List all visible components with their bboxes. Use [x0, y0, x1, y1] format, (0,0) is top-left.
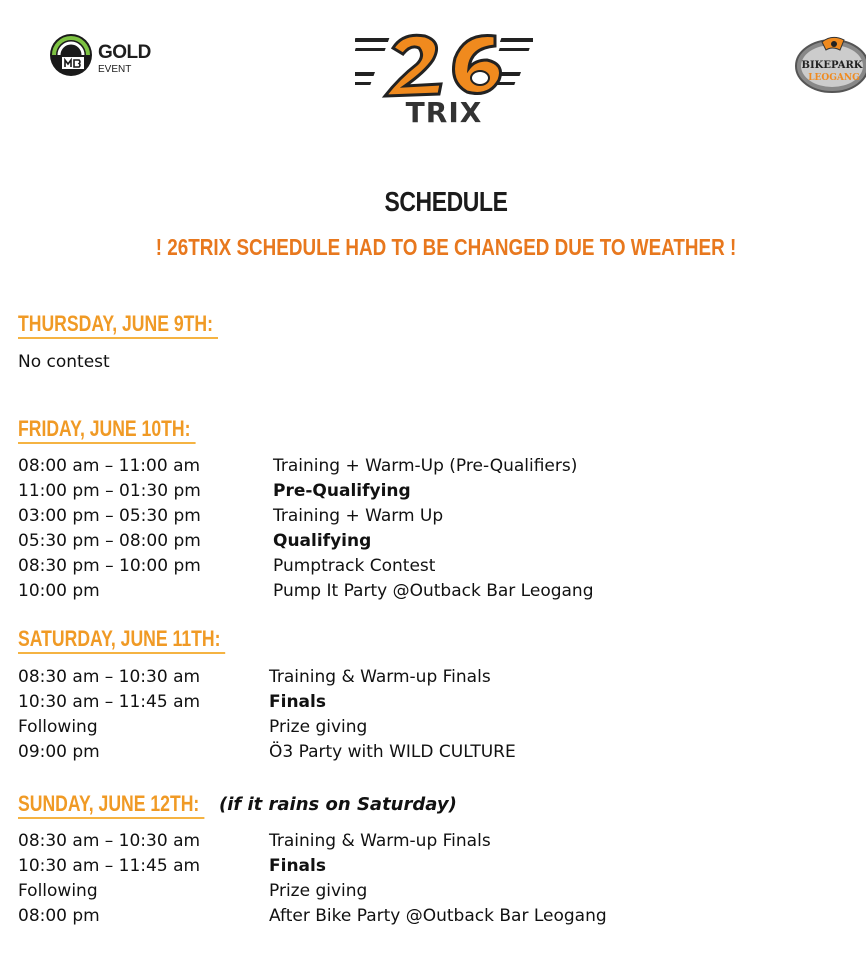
row-time: 03:00 pm – 05:30 pm — [18, 506, 201, 526]
schedule-row — [0, 554, 866, 579]
row-time: 10:30 am – 11:45 am — [18, 692, 201, 712]
schedule-row — [0, 740, 866, 765]
bikepark-emblem-icon — [792, 34, 866, 94]
bikepark-leogang-logo — [792, 34, 866, 94]
row-time: 08:30 am – 10:30 am — [18, 831, 201, 851]
row-time: 10:00 pm — [18, 581, 100, 601]
thursday-text: No contest — [18, 352, 110, 372]
day-heading-thursday: THURSDAY, JUNE 9TH: — [18, 311, 218, 339]
bikepark-logo-lettering: BIKEPARK — [801, 60, 863, 71]
row-time: 05:30 pm – 08:00 pm — [18, 531, 201, 551]
row-event: After Bike Party @Outback Bar Leogang — [269, 906, 607, 926]
schedule-row — [0, 829, 866, 854]
26trix-logo — [355, 28, 533, 130]
row-time: 09:00 pm — [18, 742, 100, 762]
schedule-row — [0, 579, 866, 604]
row-time: 08:30 am – 10:30 am — [18, 667, 201, 687]
schedule-row — [0, 665, 866, 690]
gold-event-logo — [48, 32, 158, 80]
page-title: SCHEDULE — [384, 186, 508, 217]
row-event: Pumptrack Contest — [273, 556, 436, 576]
row-time: 10:30 am – 11:45 am — [18, 856, 201, 876]
row-event: Ö3 Party with WILD CULTURE — [269, 742, 516, 762]
logo-gold-text: GOLD — [98, 42, 151, 63]
row-time: 08:00 pm — [18, 906, 100, 926]
schedule-row — [0, 690, 866, 715]
schedule-row — [0, 479, 866, 504]
schedule-row — [0, 854, 866, 879]
day-heading-sunday: SUNDAY, JUNE 12TH: — [18, 791, 204, 819]
schedule-row — [0, 529, 866, 554]
row-event: Prize giving — [269, 717, 368, 737]
row-event: Training & Warm-up Finals — [269, 831, 491, 851]
sunday-note: (if it rains on Saturday) — [219, 794, 457, 815]
schedule-row — [0, 904, 866, 929]
logo-trix-text: TRIX — [405, 96, 483, 129]
row-event: Training & Warm-up Finals — [269, 667, 491, 687]
row-event: Finals — [269, 856, 326, 876]
row-event: Prize giving — [269, 881, 368, 901]
row-time: Following — [18, 881, 98, 901]
row-time: 08:30 pm – 10:00 pm — [18, 556, 201, 576]
row-time: 08:00 am – 11:00 am — [18, 456, 201, 476]
row-event: Pump It Party @Outback Bar Leogang — [273, 581, 594, 601]
day-heading-friday: FRIDAY, JUNE 10TH: — [18, 416, 195, 444]
schedule-row — [0, 504, 866, 529]
schedule-row — [0, 715, 866, 740]
gold-event-emblem-icon — [48, 32, 94, 78]
weather-notice: ! 26TRIX SCHEDULE HAD TO BE CHANGED DUE TO WEATHER ! — [155, 234, 737, 260]
row-time: 11:00 pm – 01:30 pm — [18, 481, 201, 501]
row-event: Training + Warm-Up (Pre-Qualifiers) — [273, 456, 578, 476]
row-event: Qualifying — [273, 531, 372, 551]
26-emblem-icon — [355, 28, 533, 100]
row-event: Training + Warm Up — [273, 506, 444, 526]
row-time: Following — [18, 717, 98, 737]
row-event: Finals — [269, 692, 326, 712]
day-heading-saturday: SATURDAY, JUNE 11TH: — [18, 626, 225, 654]
schedule-row — [0, 454, 866, 479]
leogang-logo-lettering: LEOGANG — [808, 73, 860, 83]
logo-event-text: EVENT — [98, 64, 132, 75]
row-event: Pre-Qualifying — [273, 481, 411, 501]
schedule-row — [0, 879, 866, 904]
